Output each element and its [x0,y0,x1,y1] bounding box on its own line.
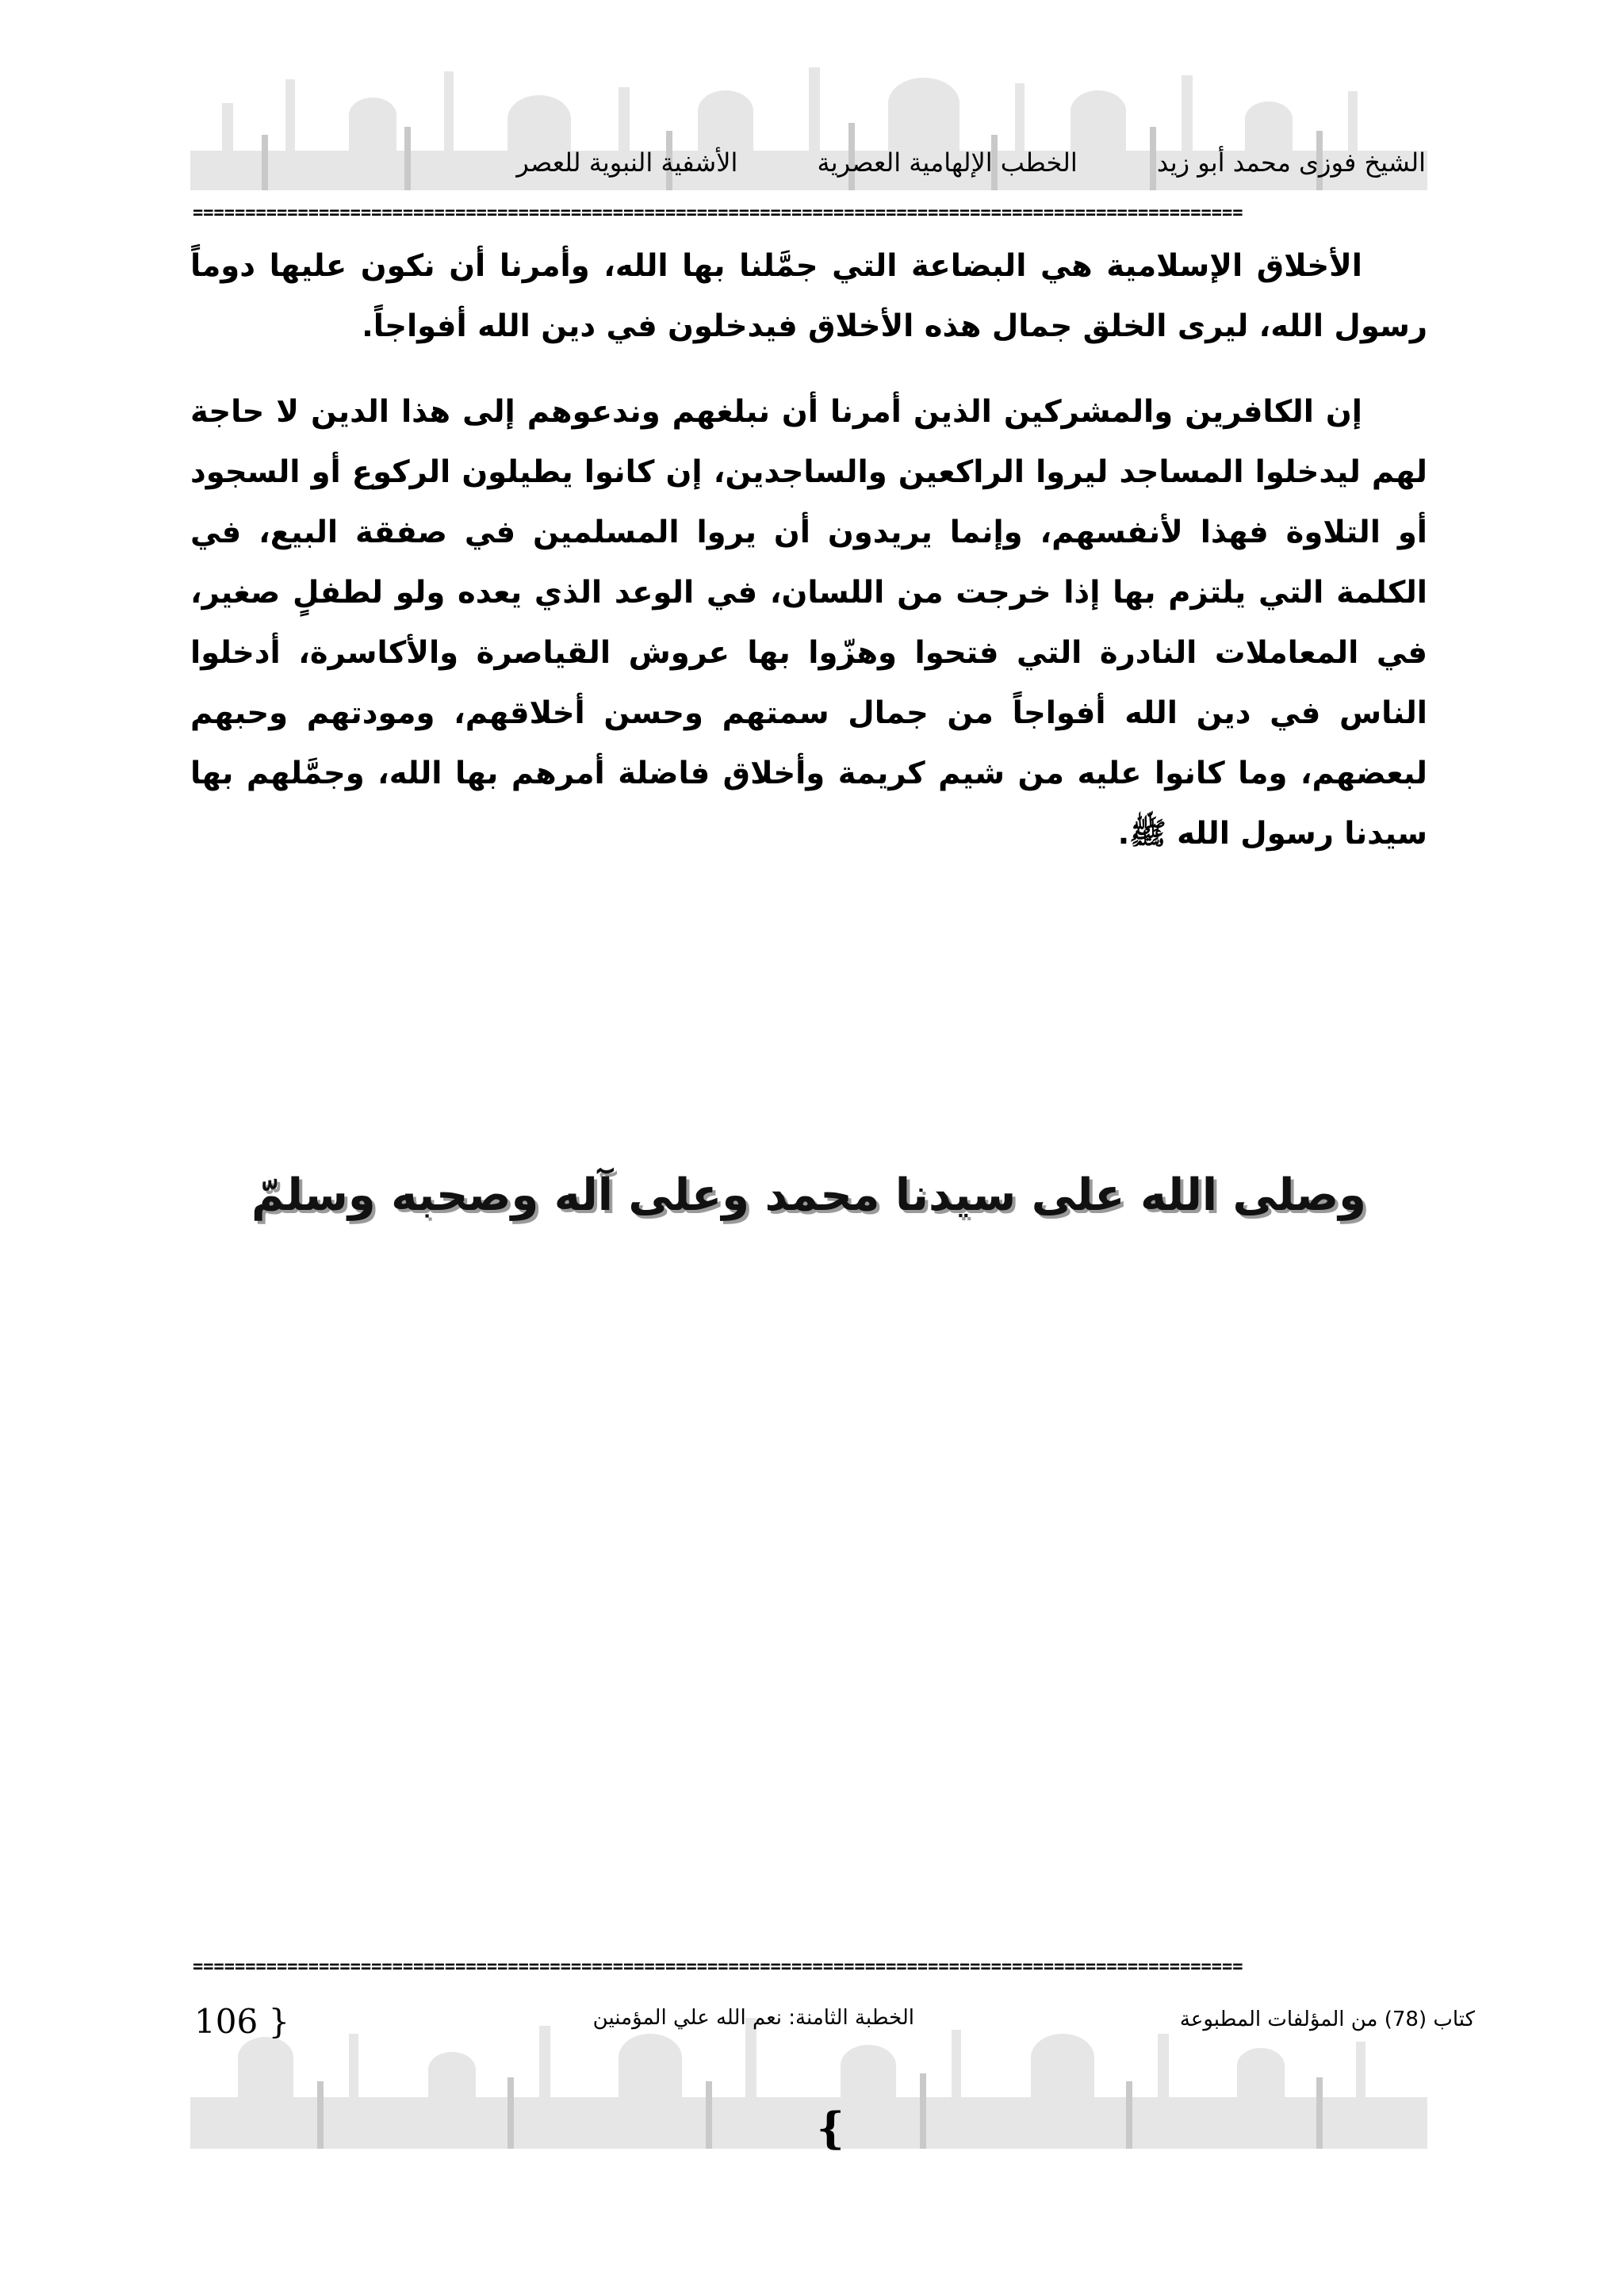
footer-brace: { [817,2103,845,2153]
paragraph: إن الكافرين والمشركين الذين أمرنا أن نبلغهم وندعوهم إلى هذا الدين لا حاجة لهم ليدخلوا المساجد ليروا الراكعين والساجدين، إن كانوا يطيلون الركوع أو السجود أو التلاوة فهذا لأنفسهم، وإنما يريدون أن يروا المسلمين في صفقة البيع، في الكلمة التي يلتزم بها إذا خرجت من اللسان، في الوعد الذي يعده ولو لطفلٍ صغير، في المعاملات النادرة التي فتحوا وهزّوا بها عروش القياصرة والأكاسرة، أدخلوا الناس في دين الله أفواجاً من جمال سمتهم وحسن أخلاقهم، ومودتهم وحبهم لبعضهم، وما كانوا عليه من شيم كريمة وأخلاق فاضلة أمرهم بها الله، وجمَّلهم بها سيدنا رسول الله ﷺ. [190,394,1427,852]
paragraph: الأخلاق الإسلامية هي البضاعة التي جمَّلنا بها الله، وأمرنا أن نكون عليها دوماً رسول الله، ليرى الخلق جمال هذه الأخلاق فيدخلون في دين الله أفواجاً. [190,248,1427,344]
header-book-title: الأشفية النبوية للعصر [516,147,738,178]
running-header [445,147,1426,178]
header-series: الخطب الإلهامية العصرية [817,147,1078,178]
main-text [190,236,1427,890]
footer-sermon-title: الخطبة الثامنة: نعم الله علي المؤمنين [592,2006,914,2030]
footer-rule: ==================================================================================================== [193,1958,1243,1976]
header-author: الشيخ فوزى محمد أبو زيد [1156,147,1426,178]
closing-blessing: وصلى الله على سيدنا محمد وعلى آله وصحبه وسلمّ [251,1169,1366,1221]
header-rule: ==================================================================================================== [193,205,1243,222]
footer-book-info: كتاب (78) من المؤلفات المطبوعة [1179,2008,1475,2031]
page-number: 106 } [194,2002,290,2041]
